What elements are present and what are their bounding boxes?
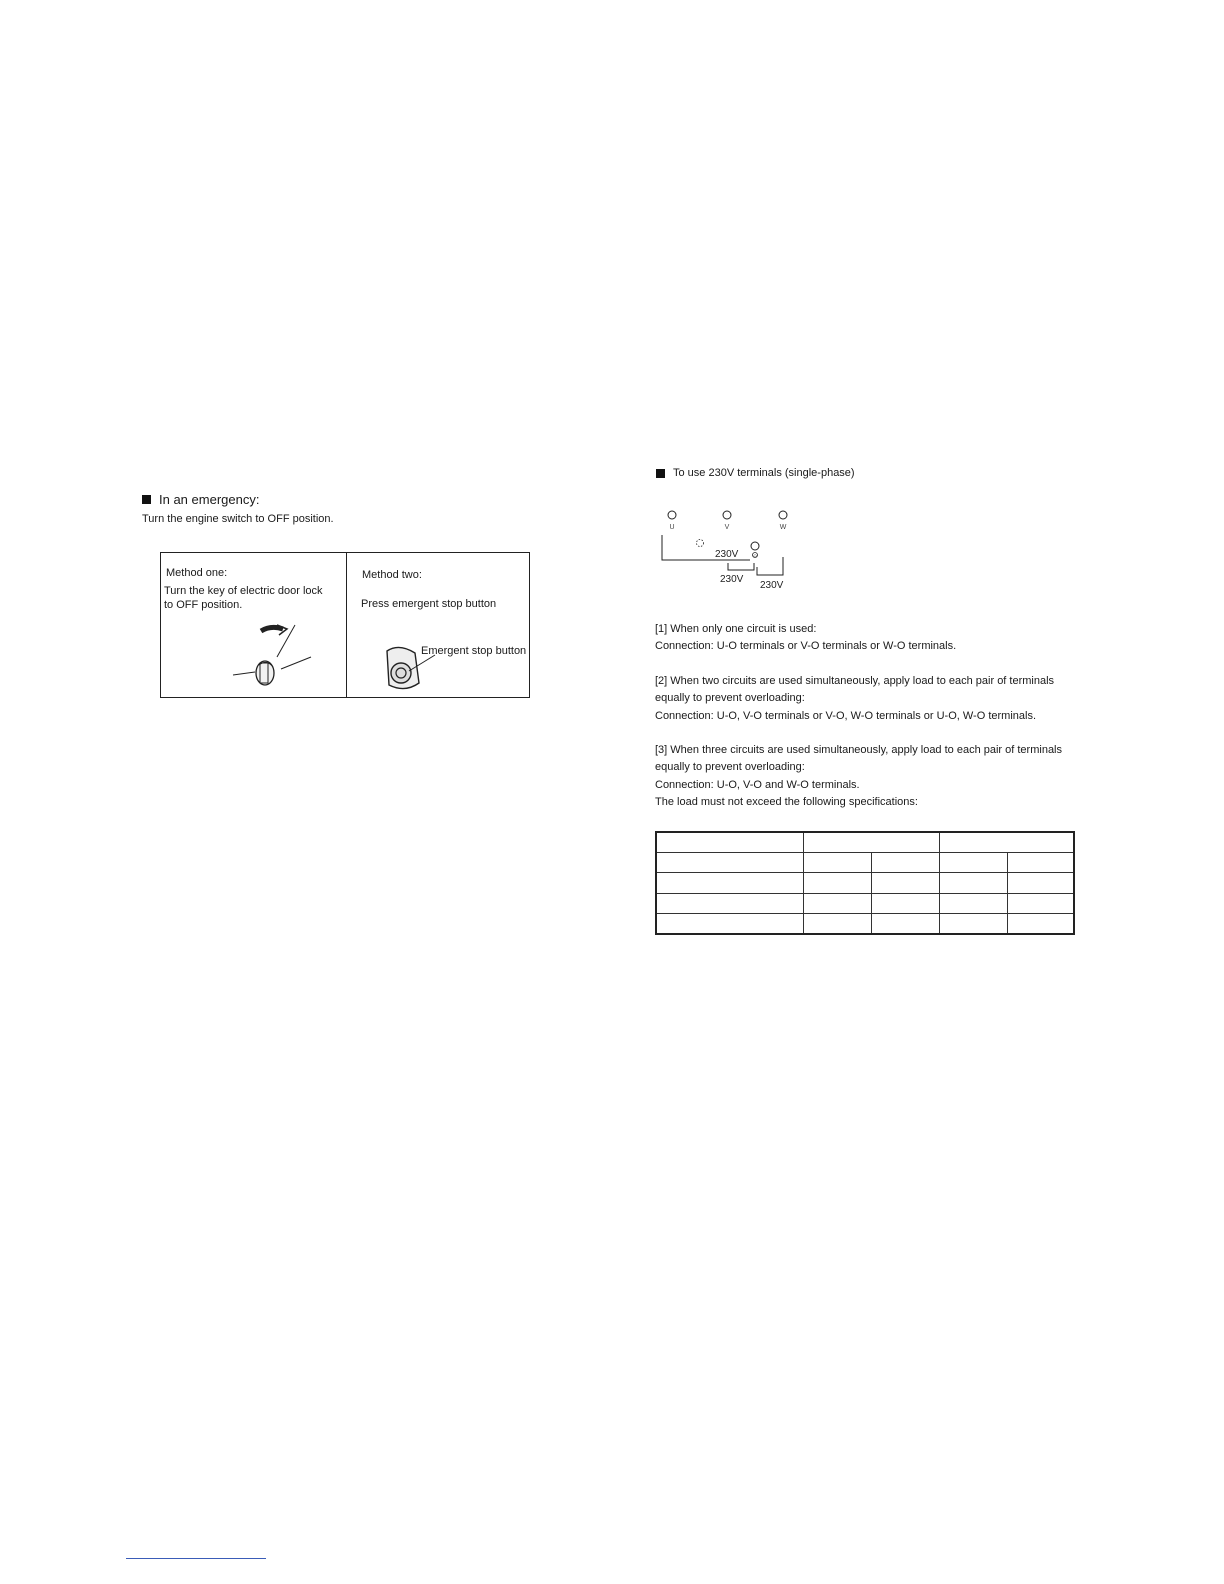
- table-row: [656, 853, 1074, 873]
- table-cell: [656, 913, 804, 934]
- table-cell: [804, 893, 872, 913]
- voltage-label-uo: 230V: [715, 549, 739, 560]
- p3-line2: equally to prevent overloading:: [655, 761, 805, 774]
- table-cell: [872, 873, 940, 893]
- load-spec-table: [655, 831, 1075, 935]
- table-row: [656, 893, 1074, 913]
- p2-line1: [2] When two circuits are used simultaneously, apply load to each pair of terminals: [655, 675, 1055, 687]
- methods-box: [160, 552, 530, 698]
- terminal-wiring-diagram: [650, 505, 810, 595]
- paragraph-two-circuits: [655, 673, 1054, 725]
- dotted-terminal-icon: [697, 540, 704, 547]
- table-cell: [1008, 913, 1075, 934]
- terminals-heading-text: To use 230V terminals (single-phase): [673, 467, 855, 479]
- method-one-text-line2: to OFF position.: [164, 599, 243, 611]
- emergency-heading-text: In an emergency:: [159, 492, 260, 507]
- door-lock-key-icon: [229, 617, 319, 697]
- voltage-label-vo: 230V: [720, 574, 744, 585]
- p1-line1: [1] When only one circuit is used:: [655, 623, 817, 635]
- terminal-v-icon: [723, 511, 731, 519]
- terminal-o-icon: [751, 542, 759, 550]
- table-cell: [804, 913, 872, 934]
- paragraph-one-circuit: [655, 621, 956, 656]
- table-row: [656, 873, 1074, 893]
- paragraph-three-circuits: [655, 742, 1062, 812]
- terminal-w-label: W: [779, 524, 787, 531]
- terminal-u-label: U: [669, 524, 675, 531]
- table-cell: [940, 893, 1008, 913]
- bullet-square-icon: [142, 495, 151, 504]
- p3-line1: [3] When three circuits are used simultaneously, apply load to each pair of terminals: [655, 744, 1062, 756]
- table-row: [656, 913, 1074, 934]
- table-cell: [804, 832, 940, 853]
- footer-rule: [126, 1558, 266, 1559]
- table-cell: [656, 853, 804, 873]
- table-cell: [1008, 893, 1075, 913]
- terminals-heading: [656, 467, 855, 479]
- table-cell: [804, 853, 872, 873]
- table-cell: [940, 832, 1075, 853]
- terminal-w-icon: [779, 511, 787, 519]
- methods-divider: [346, 553, 347, 697]
- table-cell: [872, 913, 940, 934]
- table-cell: [872, 853, 940, 873]
- p2-line2: equally to prevent overloading:: [655, 692, 805, 705]
- p1-line2: Connection: U-O terminals or V-O terminals or W-O terminals.: [655, 640, 957, 653]
- method-two-title: Method two:: [362, 569, 422, 581]
- method-one-title: Method one:: [166, 567, 228, 579]
- table-cell: [1008, 873, 1075, 893]
- table-cell: [656, 873, 804, 893]
- terminal-v-label: V: [724, 524, 730, 531]
- p3-line4: The load must not exceed the following specifications:: [655, 796, 918, 809]
- table-cell: [656, 893, 804, 913]
- table-cell: [940, 853, 1008, 873]
- emergency-stop-callout: Emergent stop button: [421, 645, 527, 657]
- table-cell: [804, 873, 872, 893]
- emergency-instruction: Turn the engine switch to OFF position.: [142, 513, 334, 525]
- voltage-label-wo: 230V: [760, 580, 784, 591]
- table-row: [656, 832, 1074, 853]
- bullet-square-icon: [656, 469, 665, 478]
- table-cell: [656, 832, 804, 853]
- method-two-text: Press emergent stop button: [361, 598, 497, 610]
- p3-line3: Connection: U-O, V-O and W-O terminals.: [655, 778, 860, 791]
- table-cell: [1008, 853, 1075, 873]
- p2-line3: Connection: U-O, V-O terminals or V-O, W-O terminals or U-O, W-O terminals.: [655, 709, 1037, 722]
- method-one-text-line1: Turn the key of electric door lock: [164, 585, 323, 597]
- terminal-o-label: O: [753, 553, 757, 558]
- terminal-u-icon: [668, 511, 676, 519]
- emergency-heading: [142, 492, 259, 507]
- table-cell: [940, 913, 1008, 934]
- table-cell: [872, 893, 940, 913]
- table-cell: [940, 873, 1008, 893]
